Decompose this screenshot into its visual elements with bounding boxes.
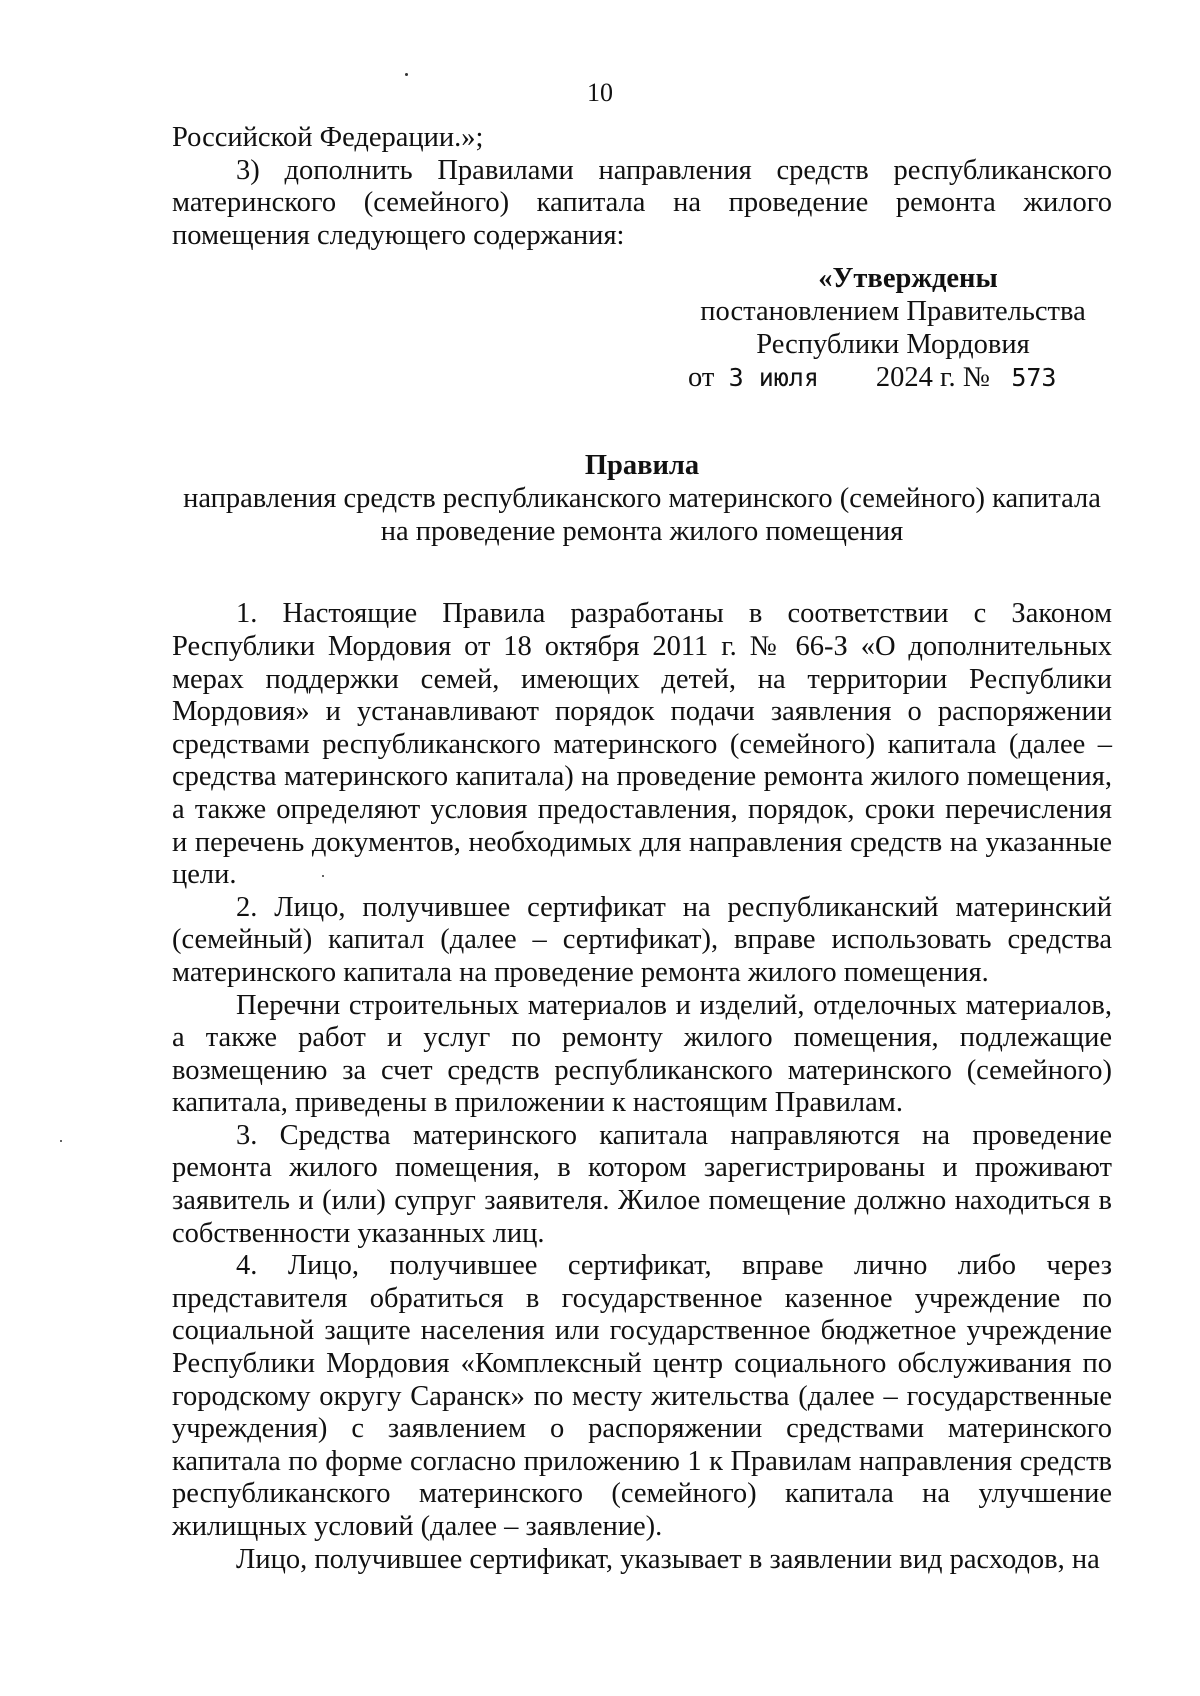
rules-subtitle-line-2: на проведение ремонта жилого помещения xyxy=(380,516,904,548)
approval-date-line xyxy=(678,361,1108,394)
approval-date-prefix: от xyxy=(688,362,715,394)
paragraph-4: 4. Лицо, получившее сертификат, вправе лично либо через представителя обратиться в государственное казенное учреждение по социальной защите населения или государственное бюджетное учреждение Республики Мордовия «Комплексный центр социального обслуживания по городскому округу Саранск» по месту жительства (далее – государственные учреждения) с заявлением о распоряжении средствами материнского капитала по форме согласно приложению 1 к Правилам направления средств республиканского материнского (семейного) капитала на улучшение жилищных условий (далее – заявление). xyxy=(172,1250,1112,1542)
rules-subtitle-line-1: направления средств республиканского материнского (семейного) капитала xyxy=(183,483,1101,515)
rules-title: Правила xyxy=(584,450,700,482)
document-body xyxy=(172,122,1112,1576)
approval-line-1: постановлением Правительства xyxy=(700,296,1086,328)
rules-title-block xyxy=(172,449,1112,548)
paragraph-2-list: Перечни строительных материалов и изделий, отделочных материалов, а также работ и услуг по ремонту жилого помещения, подлежащие возмещению за счет средств республиканского материнского (семейного) капитала, приведены в приложении к настоящим Правилам. xyxy=(172,989,1112,1119)
approval-date-year: 2024 г. № xyxy=(875,362,990,394)
paragraph-4-continuation: Лицо, получившее сертификат, указывает в заявлении вид расходов, на xyxy=(236,1543,1100,1575)
approval-heading: «Утверждены xyxy=(818,263,998,295)
intro-line: Российской Федерации.»; xyxy=(172,122,484,153)
rules-paragraphs xyxy=(172,598,1112,1576)
paragraph-1: 1. Настоящие Правила разработаны в соответствии с Законом Республики Мордовия от 18 октября 2011 г. № 66-З «О дополнительных мерах поддержки семей, имеющих детей, на территории Республики Мордовия» и устанавливают порядок подачи заявления о распоряжении средствами республиканского материнского (семейного) капитала (далее – средства материнского капитала) на проведение ремонта жилого помещения, а также определяют условия предоставления, порядок, сроки перечисления и перечень документов, необходимых для направления средств на указанные цели. xyxy=(172,598,1112,891)
paragraph-2: 2. Лицо, получившее сертификат на республиканский материнский (семейный) капитал (далее – сертификат), вправе использовать средства материнского капитала на проведение ремонта жилого помещения. xyxy=(172,891,1112,988)
approval-line-2: Республики Мордовия xyxy=(756,329,1030,361)
paragraph-3: 3. Средства материнского капитала направляются на проведение ремонта жилого помещения, в котором зарегистрированы и проживают заявитель и (или) супруг заявителя. Жилое помещение должно находиться в собственности указанных лиц. xyxy=(172,1119,1112,1249)
approval-stamp-block xyxy=(678,262,1108,394)
approval-number: 573 xyxy=(1011,363,1057,393)
page-number: 10 xyxy=(587,78,613,107)
approval-date-day-month: 3 июля xyxy=(728,363,819,393)
scan-speck xyxy=(405,73,408,76)
intro-item-3: 3) дополнить Правилами направления средств республиканского материнского (семейного) капитала на проведение ремонта жилого помещения следующего содержания: xyxy=(172,154,1112,251)
scan-speck xyxy=(60,1140,62,1142)
